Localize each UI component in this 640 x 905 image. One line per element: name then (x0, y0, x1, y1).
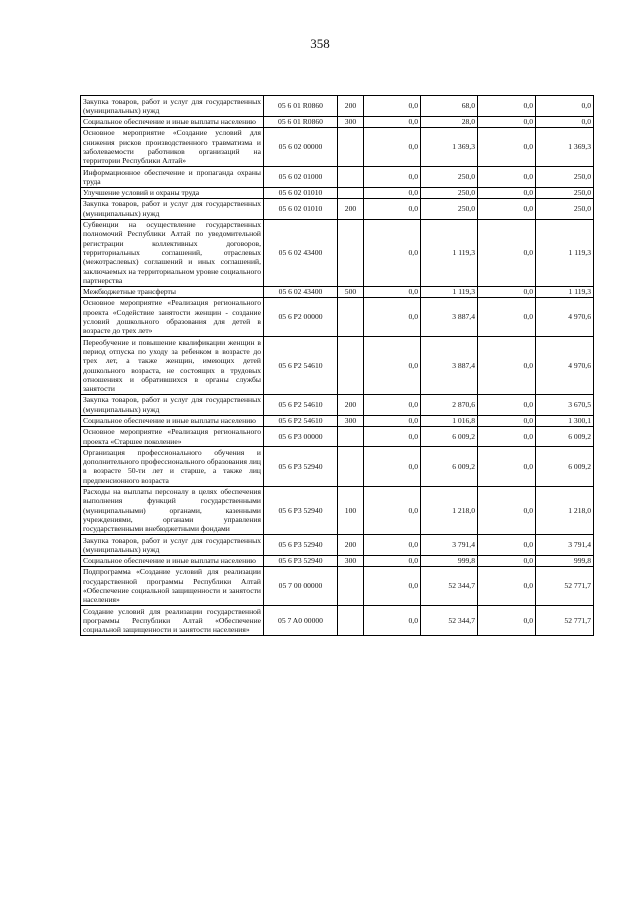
target-code-cell: 05 6 01 R0860 (264, 116, 338, 127)
expense-type-cell (338, 337, 364, 395)
table-row (81, 127, 594, 166)
amount-cell-2: 3 887,4 (421, 297, 478, 336)
expense-type-cell: 200 (338, 198, 364, 219)
amount-cell-4: 1 119,3 (536, 219, 594, 286)
table-row (81, 394, 594, 415)
amount-cell-2: 68,0 (421, 96, 478, 117)
item-name-cell: Субвенции на осуществление государственных полномочий Республики Алтай по уведомительной регистрации коллективных договоров, территориальных соглашений, отраслевых (межотраслевых) соглашений и иных соглашений, заключаемых на территориальном уровне социального партнерства (81, 219, 264, 286)
table-row (81, 606, 594, 636)
table-row (81, 198, 594, 219)
amount-cell-2: 2 870,6 (421, 394, 478, 415)
table-row (81, 187, 594, 198)
amount-cell-1: 0,0 (364, 198, 421, 219)
amount-cell-2: 28,0 (421, 116, 478, 127)
target-code-cell: 05 6 02 01010 (264, 198, 338, 219)
item-name-cell: Закупка товаров, работ и услуг для государственных (муниципальных) нужд (81, 198, 264, 219)
expense-type-cell: 200 (338, 535, 364, 556)
amount-cell-4: 250,0 (536, 198, 594, 219)
expense-type-cell: 300 (338, 415, 364, 426)
item-name-cell: Улучшение условий и охраны труда (81, 187, 264, 198)
amount-cell-2: 1 016,8 (421, 415, 478, 426)
target-code-cell: 05 6 02 43400 (264, 219, 338, 286)
item-name-cell: Социальное обеспечение и иные выплаты населению (81, 116, 264, 127)
expense-type-cell (338, 187, 364, 198)
amount-cell-4: 1 119,3 (536, 286, 594, 297)
amount-cell-4: 3 670,5 (536, 394, 594, 415)
expense-type-cell: 300 (338, 555, 364, 566)
item-name-cell: Переобучение и повышение квалификации женщин в период отпуска по уходу за ребенком в возрасте до трех лет, а также женщин, имеющих детей дошкольного возраста, не состоящих в трудовых отношениях и обратившихся в органы службы занятости (81, 337, 264, 395)
amount-cell-3: 0,0 (478, 555, 536, 566)
amount-cell-3: 0,0 (478, 426, 536, 447)
target-code-cell: 05 6 02 00000 (264, 127, 338, 166)
target-code-cell: 05 6 01 R0860 (264, 96, 338, 117)
item-name-cell: Межбюджетные трансферты (81, 286, 264, 297)
amount-cell-3: 0,0 (478, 486, 536, 534)
amount-cell-3: 0,0 (478, 415, 536, 426)
table-row (81, 116, 594, 127)
amount-cell-2: 1 218,0 (421, 486, 478, 534)
amount-cell-4: 4 970,6 (536, 337, 594, 395)
table-row (81, 297, 594, 336)
item-name-cell: Социальное обеспечение и иные выплаты населению (81, 415, 264, 426)
amount-cell-1: 0,0 (364, 486, 421, 534)
target-code-cell: 05 6 P3 52940 (264, 555, 338, 566)
target-code-cell: 05 6 P3 52940 (264, 447, 338, 486)
amount-cell-4: 0,0 (536, 96, 594, 117)
amount-cell-2: 3 791,4 (421, 535, 478, 556)
amount-cell-4: 1 369,3 (536, 127, 594, 166)
table-row (81, 535, 594, 556)
target-code-cell: 05 6 P3 52940 (264, 535, 338, 556)
amount-cell-2: 3 887,4 (421, 337, 478, 395)
target-code-cell: 05 6 02 43400 (264, 286, 338, 297)
amount-cell-1: 0,0 (364, 535, 421, 556)
item-name-cell: Подпрограмма «Создание условий для реализации государственной программы Республики Алтай «Обеспечение социальной защищенности и занятости населения» (81, 566, 264, 605)
amount-cell-1: 0,0 (364, 426, 421, 447)
table-row (81, 219, 594, 286)
item-name-cell: Закупка товаров, работ и услуг для государственных (муниципальных) нужд (81, 535, 264, 556)
expense-type-cell (338, 219, 364, 286)
amount-cell-4: 250,0 (536, 167, 594, 188)
amount-cell-3: 0,0 (478, 566, 536, 605)
amount-cell-4: 250,0 (536, 187, 594, 198)
amount-cell-1: 0,0 (364, 566, 421, 605)
target-code-cell: 05 6 P2 54610 (264, 337, 338, 395)
item-name-cell: Социальное обеспечение и иные выплаты населению (81, 555, 264, 566)
table-row (81, 555, 594, 566)
amount-cell-1: 0,0 (364, 219, 421, 286)
amount-cell-3: 0,0 (478, 167, 536, 188)
amount-cell-1: 0,0 (364, 187, 421, 198)
amount-cell-2: 6 009,2 (421, 447, 478, 486)
amount-cell-3: 0,0 (478, 447, 536, 486)
amount-cell-1: 0,0 (364, 116, 421, 127)
amount-cell-2: 52 344,7 (421, 566, 478, 605)
item-name-cell: Создание условий для реализации государственной программы Республики Алтай «Обеспечение социальной защищенности и занятости населения» (81, 606, 264, 636)
expense-type-cell (338, 297, 364, 336)
amount-cell-1: 0,0 (364, 415, 421, 426)
amount-cell-3: 0,0 (478, 286, 536, 297)
amount-cell-1: 0,0 (364, 555, 421, 566)
amount-cell-3: 0,0 (478, 219, 536, 286)
amount-cell-1: 0,0 (364, 167, 421, 188)
expense-type-cell: 200 (338, 394, 364, 415)
amount-cell-4: 4 970,6 (536, 297, 594, 336)
expense-type-cell (338, 426, 364, 447)
target-code-cell: 05 6 P3 00000 (264, 426, 338, 447)
amount-cell-2: 1 119,3 (421, 219, 478, 286)
amount-cell-4: 0,0 (536, 116, 594, 127)
amount-cell-1: 0,0 (364, 286, 421, 297)
budget-table (80, 95, 594, 636)
expense-type-cell: 200 (338, 96, 364, 117)
table-row (81, 96, 594, 117)
item-name-cell: Расходы на выплаты персоналу в целях обеспечения выполнения функций государственными (муниципальными) органами, казенными учреждениями, органами управления государственными внебюджетными фондами (81, 486, 264, 534)
amount-cell-2: 1 369,3 (421, 127, 478, 166)
amount-cell-1: 0,0 (364, 127, 421, 166)
page-number: 358 (310, 36, 330, 51)
amount-cell-2: 1 119,3 (421, 286, 478, 297)
item-name-cell: Организация профессионального обучения и дополнительного профессионального образования лиц в возрасте 50-ти лет и старше, а также лиц предпенсионного возраста (81, 447, 264, 486)
table-row (81, 415, 594, 426)
table-row (81, 447, 594, 486)
amount-cell-3: 0,0 (478, 198, 536, 219)
target-code-cell: 05 6 P3 52940 (264, 486, 338, 534)
amount-cell-3: 0,0 (478, 116, 536, 127)
table-row (81, 286, 594, 297)
expense-type-cell (338, 447, 364, 486)
amount-cell-4: 3 791,4 (536, 535, 594, 556)
table-row (81, 486, 594, 534)
amount-cell-2: 52 344,7 (421, 606, 478, 636)
target-code-cell: 05 6 P2 54610 (264, 394, 338, 415)
amount-cell-3: 0,0 (478, 606, 536, 636)
amount-cell-1: 0,0 (364, 337, 421, 395)
target-code-cell: 05 7 00 00000 (264, 566, 338, 605)
amount-cell-3: 0,0 (478, 535, 536, 556)
amount-cell-3: 0,0 (478, 127, 536, 166)
amount-cell-2: 999,8 (421, 555, 478, 566)
expense-type-cell: 300 (338, 116, 364, 127)
amount-cell-2: 250,0 (421, 198, 478, 219)
item-name-cell: Основное мероприятие «Реализация регионального проекта «Содействие занятости женщин - создание условий дошкольного образования для детей в возрасте до трех лет» (81, 297, 264, 336)
expense-type-cell (338, 167, 364, 188)
amount-cell-1: 0,0 (364, 394, 421, 415)
amount-cell-4: 1 218,0 (536, 486, 594, 534)
expense-type-cell (338, 566, 364, 605)
expense-type-cell (338, 127, 364, 166)
item-name-cell: Информационное обеспечение и пропаганда охраны труда (81, 167, 264, 188)
amount-cell-3: 0,0 (478, 337, 536, 395)
expense-type-cell (338, 606, 364, 636)
table-row (81, 566, 594, 605)
amount-cell-1: 0,0 (364, 447, 421, 486)
amount-cell-3: 0,0 (478, 394, 536, 415)
amount-cell-4: 999,8 (536, 555, 594, 566)
expense-type-cell: 100 (338, 486, 364, 534)
target-code-cell: 05 6 P2 54610 (264, 415, 338, 426)
amount-cell-2: 250,0 (421, 187, 478, 198)
amount-cell-4: 1 300,1 (536, 415, 594, 426)
amount-cell-4: 52 771,7 (536, 566, 594, 605)
target-code-cell: 05 6 P2 00000 (264, 297, 338, 336)
table-body (81, 96, 594, 636)
target-code-cell: 05 6 02 01000 (264, 167, 338, 188)
item-name-cell: Закупка товаров, работ и услуг для государственных (муниципальных) нужд (81, 96, 264, 117)
amount-cell-3: 0,0 (478, 96, 536, 117)
amount-cell-1: 0,0 (364, 96, 421, 117)
amount-cell-1: 0,0 (364, 606, 421, 636)
amount-cell-4: 52 771,7 (536, 606, 594, 636)
amount-cell-2: 6 009,2 (421, 426, 478, 447)
target-code-cell: 05 7 A0 00000 (264, 606, 338, 636)
target-code-cell: 05 6 02 01010 (264, 187, 338, 198)
table-row (81, 167, 594, 188)
item-name-cell: Закупка товаров, работ и услуг для государственных (муниципальных) нужд (81, 394, 264, 415)
table-row (81, 426, 594, 447)
amount-cell-4: 6 009,2 (536, 426, 594, 447)
amount-cell-3: 0,0 (478, 187, 536, 198)
amount-cell-3: 0,0 (478, 297, 536, 336)
amount-cell-4: 6 009,2 (536, 447, 594, 486)
item-name-cell: Основное мероприятие «Реализация регионального проекта «Старшее поколение» (81, 426, 264, 447)
table-row (81, 337, 594, 395)
amount-cell-2: 250,0 (421, 167, 478, 188)
expense-type-cell: 500 (338, 286, 364, 297)
item-name-cell: Основное мероприятие «Создание условий для снижения рисков производственного травматизма и заболеваемости работников организаций на территории Республики Алтай» (81, 127, 264, 166)
amount-cell-1: 0,0 (364, 297, 421, 336)
